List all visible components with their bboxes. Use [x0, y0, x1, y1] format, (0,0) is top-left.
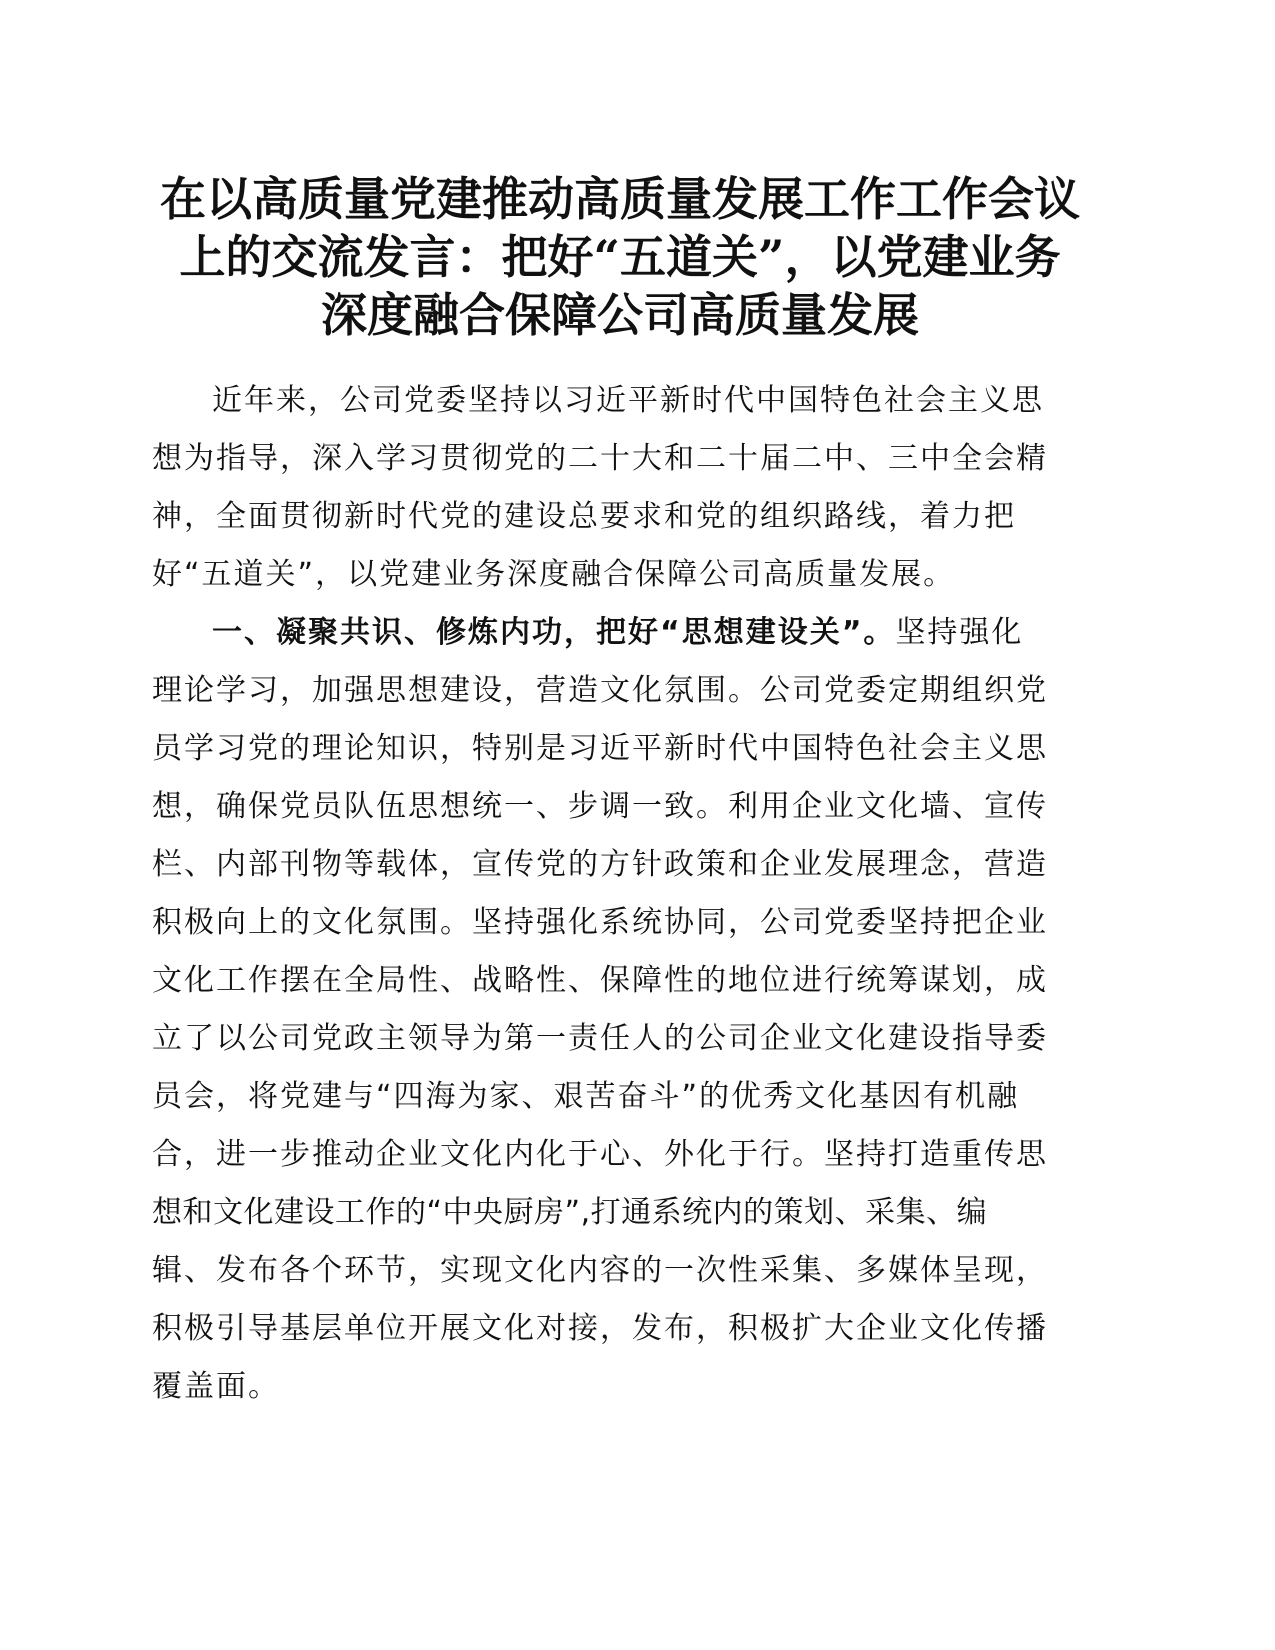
title-line-3: 深度融合保障公司高质量发展	[321, 288, 919, 342]
section-1-heading: 一、凝聚共识、修炼内功，把好“思想建设关”。	[212, 615, 896, 650]
section-1-line-6: 积极向上的文化氛围。坚持强化系统协同，公司党委坚持把企业	[152, 905, 1048, 940]
intro-line-2: 想为指导，深入学习贯彻党的二十大和二十届二中、三中全会精	[152, 441, 1048, 476]
section-1-line-13: 积极引导基层单位开展文化对接，发布，积极扩大企业文化传播	[152, 1311, 1048, 1346]
intro-line-3: 神，全面贯彻新时代党的建设总要求和党的组织路线，着力把	[152, 499, 1016, 534]
section-1-line-5: 栏、内部刊物等载体，宣传党的方针政策和企业发展理念，营造	[152, 847, 1048, 882]
section-1-line-10: 合，进一步推动企业文化内化于心、外化于行。坚持打造重传思	[152, 1137, 1048, 1172]
title-line-2: 上的交流发言：把好“五道关”，以党建业务	[179, 230, 1061, 284]
document-title	[150, 170, 1090, 344]
section-1-line-12: 辑、发布各个环节，实现文化内容的一次性采集、多媒体呈现，	[152, 1253, 1048, 1288]
section-1-line-11: 想和文化建设工作的“中央厨房”,打通系统内的策划、采集、编	[152, 1195, 988, 1230]
section-1-line-4: 想，确保党员队伍思想统一、步调一致。利用企业文化墙、宣传	[152, 789, 1048, 824]
title-line-1: 在以高质量党建推动高质量发展工作工作会议	[160, 172, 1080, 226]
section-1-line-9: 员会，将党建与“四海为家、艰苦奋斗”的优秀文化基因有机融	[152, 1079, 1020, 1114]
section-1-first-line	[152, 604, 1092, 662]
section-1-line-7: 文化工作摆在全局性、战略性、保障性的地位进行统筹谋划，成	[152, 963, 1048, 998]
intro-line-1: 近年来，公司党委坚持以习近平新时代中国特色社会主义思	[212, 383, 1044, 418]
intro-paragraph	[152, 372, 1092, 604]
section-1-line-14: 覆盖面。	[152, 1369, 280, 1404]
section-1-line-2: 理论学习，加强思想建设，营造文化氛围。公司党委定期组织党	[152, 673, 1048, 708]
section-1-line-8: 立了以公司党政主领导为第一责任人的公司企业文化建设指导委	[152, 1021, 1048, 1056]
section-1-line-3: 员学习党的理论知识，特别是习近平新时代中国特色社会主义思	[152, 731, 1048, 766]
section-1-paragraph	[152, 604, 1092, 1416]
document-body	[152, 372, 1092, 1416]
section-1-first-line-rest: 坚持强化	[895, 615, 1024, 650]
intro-line-4: 好“五道关”，以党建业务深度融合保障公司高质量发展。	[152, 557, 956, 592]
